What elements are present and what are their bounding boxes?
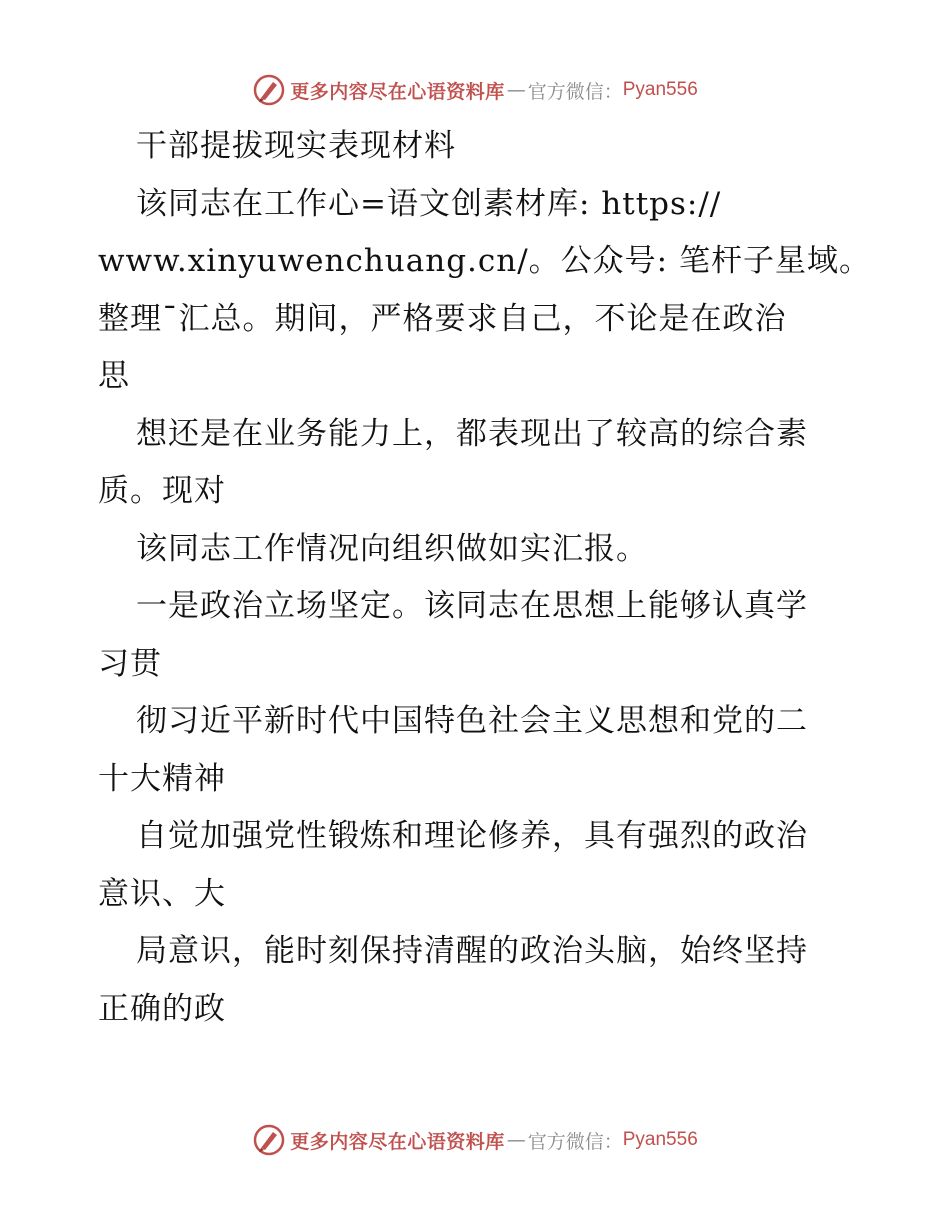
- doc-line: 想还是在业务能力上，都表现出了较高的综合素: [136, 415, 808, 452]
- footer-banner: [0, 1120, 950, 1160]
- pen-logo-icon: [252, 1123, 286, 1157]
- doc-line: 该同志工作情况向组织做如实汇报。: [136, 530, 648, 567]
- doc-line: 彻习近平新时代中国特色社会主义思想和党的二: [136, 703, 808, 739]
- banner-brand-text: 更多内容尽在心语资料库: [290, 80, 505, 103]
- banner-official-label: 官方微信：: [527, 1130, 623, 1153]
- doc-line: 自觉加强党性锻炼和理论修养，具有强烈的政治: [136, 818, 808, 854]
- doc-line: www.xinyuwenchuang.cn/。公众号: 笔杆子星域。: [98, 243, 871, 279]
- doc-line: 习贯: [98, 645, 162, 682]
- banner-dash: —: [506, 79, 526, 101]
- doc-line: 正确的政: [98, 990, 226, 1027]
- doc-line: 质。现对: [98, 473, 226, 509]
- doc-line: 思: [98, 358, 130, 394]
- doc-line: 局意识，能时刻保持清醒的政治头脑，始终坚持: [136, 933, 808, 969]
- banner-wechat-id: Pyan556: [622, 79, 698, 100]
- banner-dash: —: [506, 1129, 526, 1151]
- doc-title: 干部提拔现实表现材料: [136, 128, 456, 164]
- pen-logo-icon: [252, 73, 286, 107]
- doc-line: 该同志在工作心=语文创素材库: https://: [136, 185, 722, 222]
- header-banner: [0, 70, 950, 110]
- banner-wechat-id: Pyan556: [622, 1129, 698, 1150]
- banner-brand-text: 更多内容尽在心语资料库: [290, 1130, 505, 1153]
- doc-line: 一是政治立场坚定。该同志在思想上能够认真学: [136, 588, 808, 624]
- doc-line: 意识、大: [98, 875, 226, 912]
- banner-official-label: 官方微信：: [527, 80, 623, 103]
- document-body: [98, 118, 871, 1038]
- doc-line: 整理¯汇总。期间，严格要求自己，不论是在政治: [98, 300, 787, 337]
- doc-line: 十大精神: [98, 760, 226, 797]
